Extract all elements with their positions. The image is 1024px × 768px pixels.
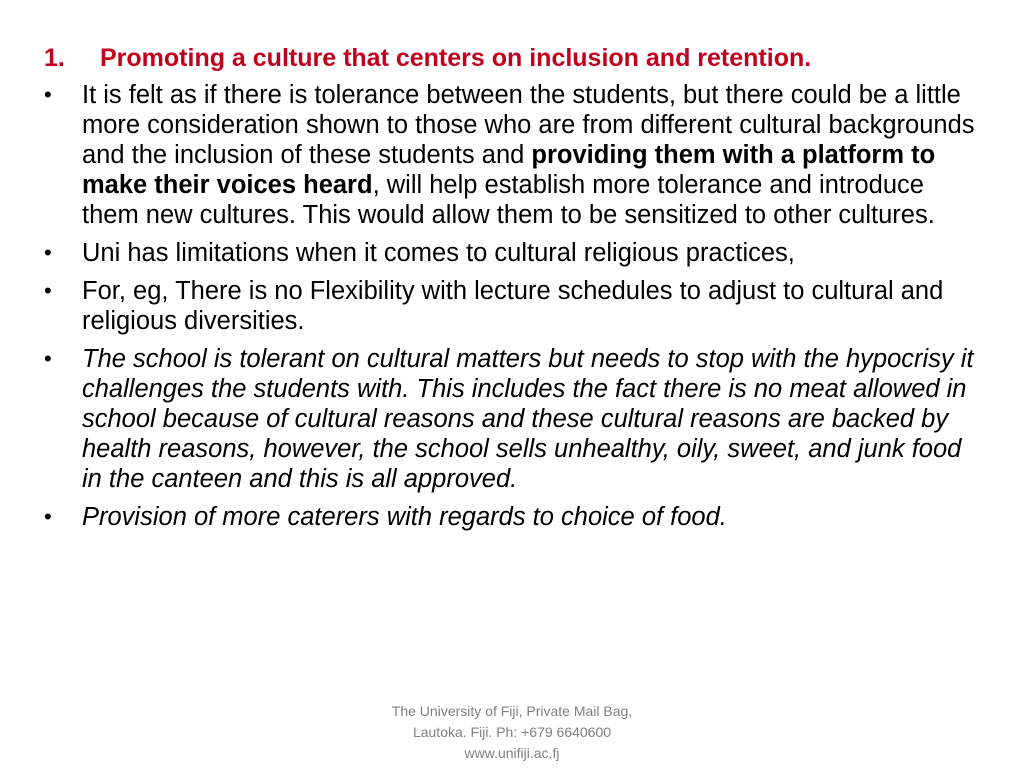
- bullet-text: For, eg, There is no Flexibility with lecture schedules to adjust to cultural and religious diversities.: [82, 277, 944, 335]
- footer-phone-line: Lautoka. Fiji. Ph: +679 6640600: [412, 724, 612, 740]
- section-heading: [44, 40, 984, 76]
- bullet-text: [82, 80, 984, 230]
- bullet-text: The school is tolerant on cultural matters but needs to stop with the hypocrisy it challenges the students with. This includes the fact there is no meat allowed in school because of cultural reasons and these cultural reasons are backed by health reasons, however, the school sells unhealthy, oily, sweet, and junk food in the canteen and this is all approved.: [82, 345, 974, 493]
- bullet-item-flexibility: [44, 276, 984, 336]
- bullet-item-caterers: [44, 502, 984, 532]
- footer-website-line: www.unifiji.ac.fj: [464, 745, 560, 761]
- bullet-marker: •: [44, 240, 52, 265]
- heading-number: 1.: [44, 44, 65, 72]
- bullet-marker: •: [44, 278, 52, 303]
- bullet-item-hypocrisy: [44, 344, 984, 494]
- heading-title: Promoting a culture that centers on inclusion and retention.: [100, 44, 812, 72]
- bullet-marker: •: [44, 82, 52, 107]
- bullet-text-part: , will help establish more tolerance and introduce them new cultures. This would allow them to be sensitized to other cultures.: [82, 171, 935, 229]
- bullet-text: Provision of more caterers with regards to choice of food.: [82, 503, 727, 531]
- footer-contact: [300, 701, 724, 764]
- bullet-marker: •: [44, 504, 52, 529]
- slide-content: [44, 40, 984, 532]
- bullet-item-limitations: [44, 238, 984, 268]
- bullet-item-tolerance: [44, 80, 984, 230]
- footer-address-line: The University of Fiji, Private Mail Bag,: [391, 703, 633, 719]
- bullet-marker: •: [44, 346, 52, 371]
- bullet-text-part: It is felt as if there is tolerance between the students, but there could be a little more consideration shown to those who are from different cultural backgrounds and the inclusion of these students and: [82, 81, 975, 169]
- bullet-text: Uni has limitations when it comes to cultural religious practices,: [82, 239, 795, 267]
- bullet-text-emphasis: providing them with a platform to make their voices heard: [82, 141, 936, 199]
- bullet-list: [44, 80, 984, 532]
